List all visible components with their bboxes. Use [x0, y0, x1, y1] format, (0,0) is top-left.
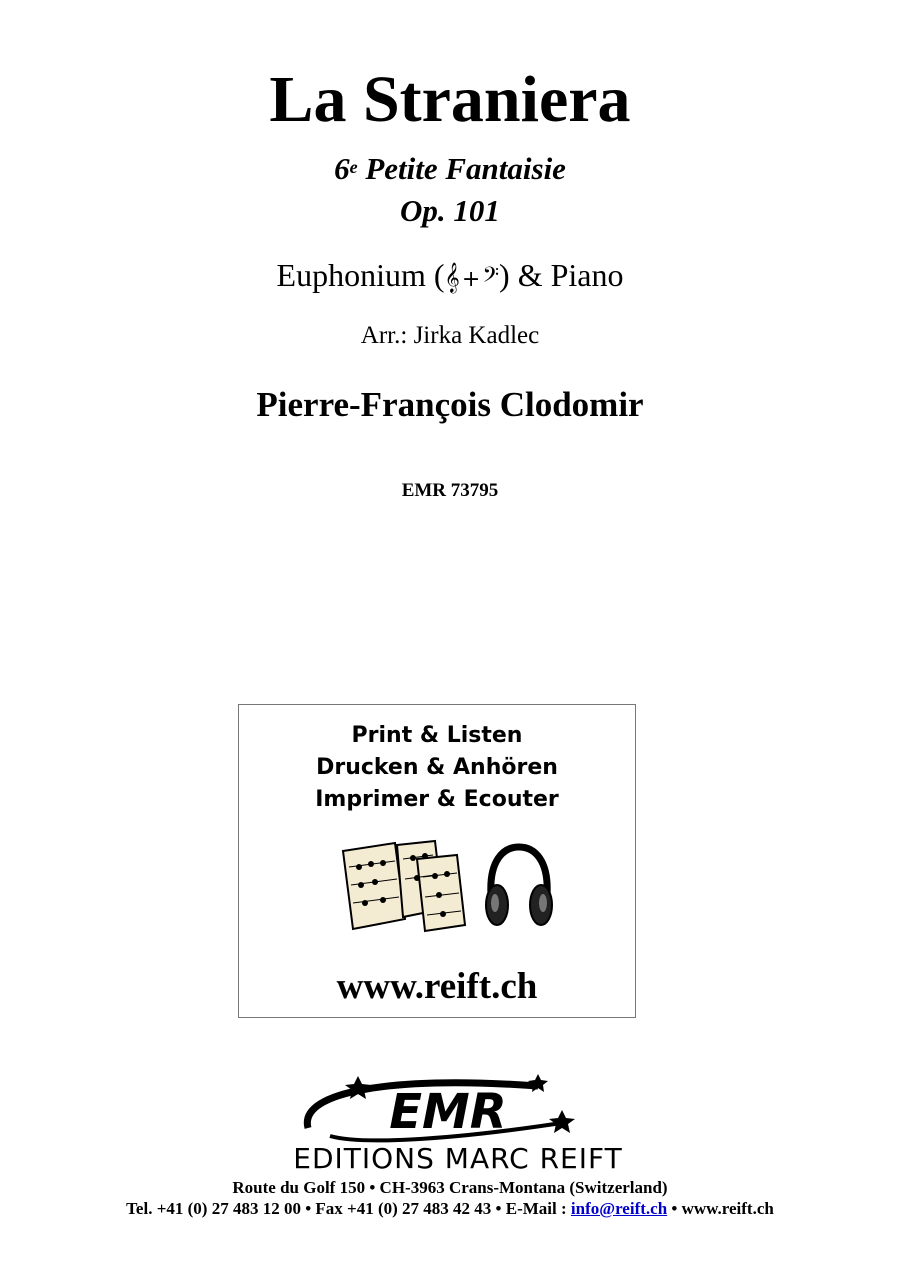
composer: Pierre-François Clodomir	[256, 385, 644, 424]
arranger: Arr.: Jirka Kadlec	[360, 322, 540, 349]
promo-line-en: Print & Listen	[351, 723, 523, 748]
instrumentation	[0, 255, 900, 300]
catalog-number: EMR 73795	[401, 480, 499, 501]
bass-clef-icon: 𝄢	[482, 263, 500, 293]
publisher-address: Route du Golf 150 • CH-3963 Crans-Montana (Switzerland)	[232, 1178, 668, 1197]
print-listen-box	[238, 704, 636, 1018]
sheet-music-icon	[339, 837, 469, 937]
logo-text: EDITIONS MARC REIFT	[293, 1142, 623, 1175]
publisher-contact	[0, 1199, 900, 1219]
subtitle	[0, 152, 900, 186]
opus-number: Op. 101	[400, 193, 500, 228]
promo-url[interactable]: www.reift.ch	[336, 966, 538, 1007]
promo-line-de: Drucken & Anhören	[316, 755, 558, 780]
email-link[interactable]: info@reift.ch	[570, 1199, 668, 1218]
instrumentation-text: Euphonium (	[276, 257, 445, 293]
page-title: La Straniera	[269, 63, 631, 136]
treble-clef-icon: 𝄞	[444, 263, 460, 293]
contact-website: • www.reift.ch	[667, 1199, 774, 1218]
subtitle-text: Petite Fantaisie	[357, 151, 566, 186]
promo-line-fr: Imprimer & Ecouter	[315, 787, 559, 812]
plus-sign: +	[461, 267, 481, 292]
instrumentation-rest: ) & Piano	[499, 257, 624, 293]
subtitle-superscript: e	[349, 157, 358, 177]
headphones-icon	[483, 843, 555, 931]
emr-logo	[238, 1070, 678, 1175]
subtitle-number: 6	[334, 151, 350, 186]
contact-phone-fax: Tel. +41 (0) 27 483 12 00 • Fax +41 (0) 27 483 42 43 • E-Mail :	[126, 1199, 571, 1218]
logo-mark: EMR	[389, 1084, 507, 1140]
